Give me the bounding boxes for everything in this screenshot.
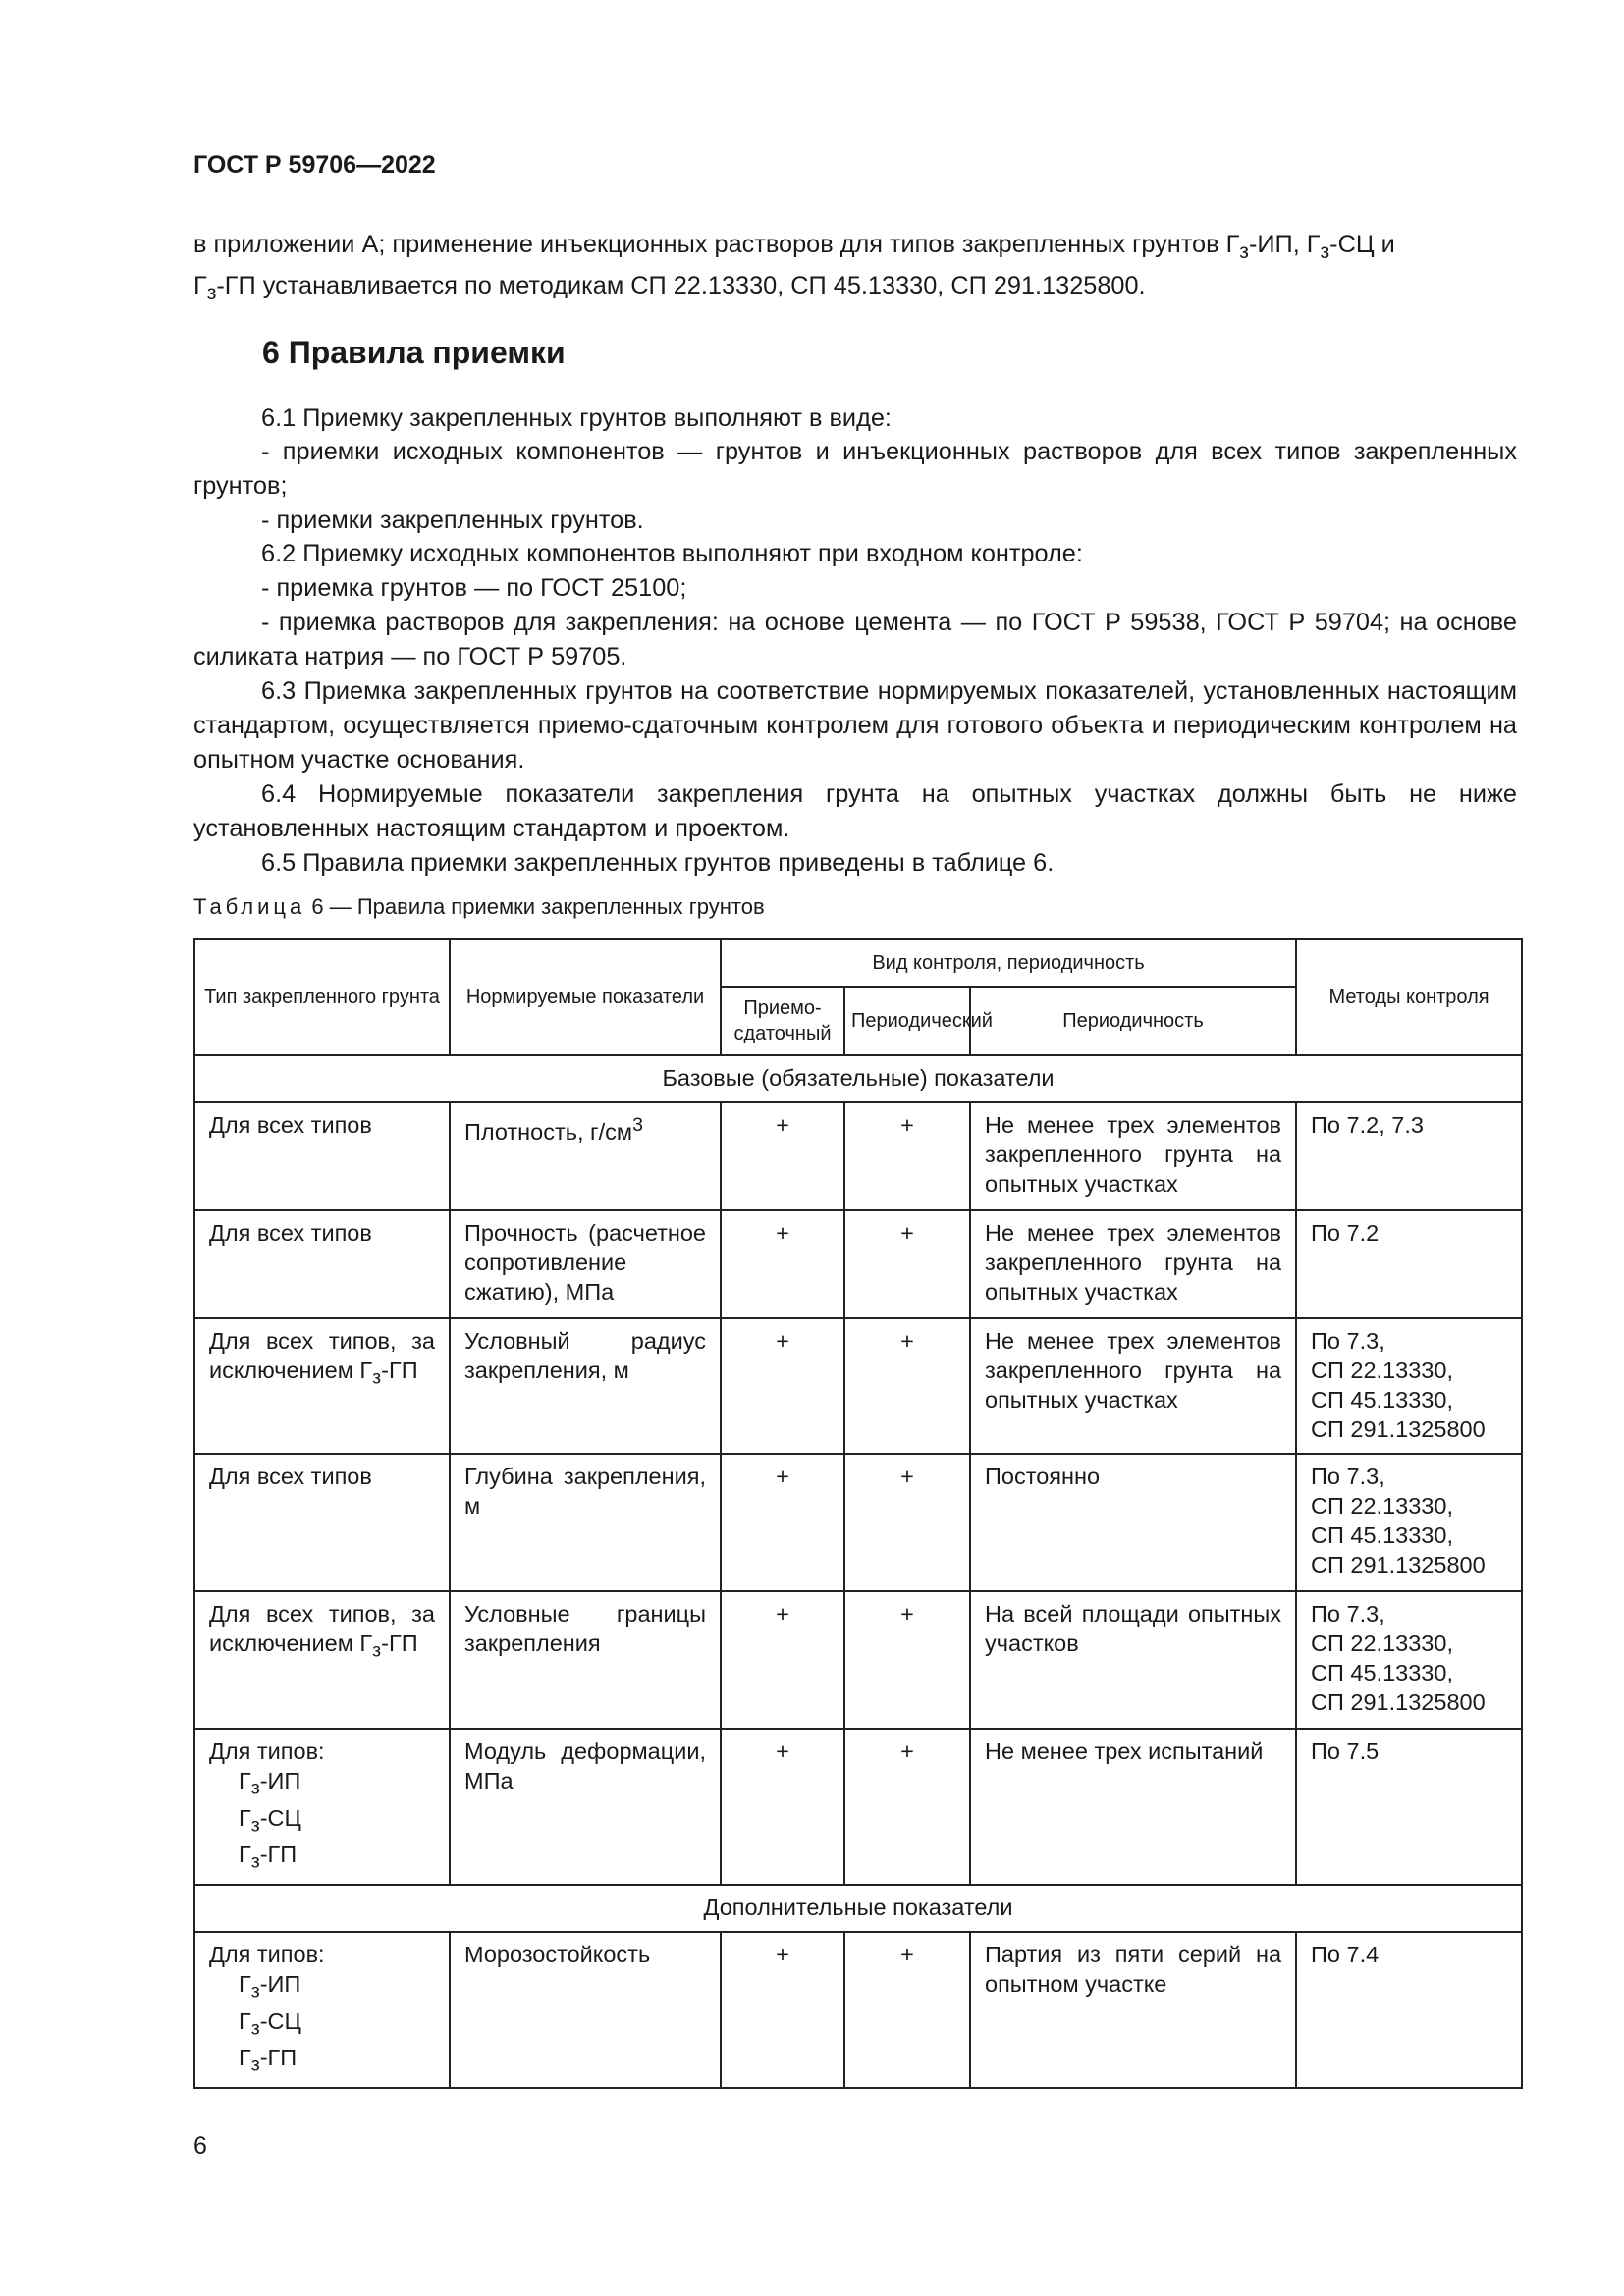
paragraph-6-2-b: - приемка растворов для закрепления: на основе цемента — по ГОСТ Р 59538, ГОСТ Р 59704; на основе силиката натрия — по ГОСТ Р 59705. xyxy=(193,609,1517,670)
paragraph-6-2: 6.2 Приемку исходных компонентов выполняют при входном контроле: xyxy=(261,540,1083,567)
paragraph-6-3: 6.3 Приемка закрепленных грунтов на соответствие нормируемых показателей, установленных настоящим стандартом, осуществляется приемо-сдаточным контролем для готового объекта и периодическим контролем на опытном участке основания. xyxy=(193,677,1517,774)
paragraph-6-1-a: - приемки исходных компонентов — грунтов и инъекционных растворов для всех типов закрепленных грунтов; xyxy=(193,438,1517,500)
header-norm: Нормируемые показатели xyxy=(450,939,721,1055)
section-basic: Базовые (обязательные) показатели xyxy=(194,1055,1522,1102)
header-periodic: Периодический xyxy=(844,987,970,1055)
acceptance-rules-table xyxy=(193,938,1523,2089)
paragraph-6-5: 6.5 Правила приемки закрепленных грунтов приведены в таблице 6. xyxy=(261,849,1055,877)
section-title: 6 Правила приемки xyxy=(262,335,566,370)
header-methods: Методы контроля xyxy=(1296,939,1522,1055)
header-control: Вид контроля, периодичность xyxy=(721,939,1296,987)
table-row: Для типов: $Г_з-ИП$ $Г_з-СЦ$ $Г_з-ГП$ Морозостойкость + + Партия из пяти серий на опытном участке По 7.4 xyxy=(194,1932,1522,2088)
document-header: ГОСТ Р 59706—2022 xyxy=(193,151,436,179)
table-row: Для всех типов Плотность, $г/см^3$ + + Не менее трех элементов закрепленного грунта на опытных участках По 7.2, 7.3 xyxy=(194,1102,1522,1210)
table-caption: Таблица 6 — Правила приемки закрепленных грунтов xyxy=(193,894,765,919)
table-row: Для типов: $Г_з-ИП$ $Г_з-СЦ$ $Г_з-ГП$ Модуль деформации, МПа + + Не менее трех испытаний По 7.5 xyxy=(194,1729,1522,1885)
section-extra: Дополнительные показатели xyxy=(194,1885,1522,1932)
header-periodicity: Периодичность xyxy=(970,987,1296,1055)
page-number: 6 xyxy=(193,2132,207,2160)
table-row: Для всех типов, за исключением $Г_з-ГП$ Условный радиус закрепления, м + + Не менее трех элементов закрепленного грунта на опытных участках По 7.3, СП 22.13330, СП 45.13330, СП 291.1325800 xyxy=(194,1318,1522,1454)
paragraph-6-2-a: - приемка грунтов — по ГОСТ 25100; xyxy=(261,574,687,602)
paragraph-6-4: 6.4 Нормируемые показатели закрепления грунта на опытных участках должны быть не ниже установленных настоящим стандартом и проектом. xyxy=(193,780,1517,842)
header-type: Тип закрепленного грунта xyxy=(194,939,450,1055)
table-row: Для всех типов Глубина закрепления, м + + Постоянно По 7.3, СП 22.13330, СП 45.13330, СП 291.1325800 xyxy=(194,1454,1522,1591)
header-acceptance: Приемо-сдаточный xyxy=(721,987,844,1055)
table-row: Для всех типов, за исключением $Г_з-ГП$ Условные границы закрепления + + На всей площади опытных участков По 7.3, СП 22.13330, СП 45.13330, СП 291.1325800 xyxy=(194,1591,1522,1729)
table-row: Для всех типов Прочность (расчетное сопротивление сжатию), МПа + + Не менее трех элементов закрепленного грунта на опытных участках По 7.2 xyxy=(194,1210,1522,1318)
paragraph-6-1-b: - приемки закрепленных грунтов. xyxy=(261,507,644,534)
paragraph-6-1: 6.1 Приемку закрепленных грунтов выполняют в виде: xyxy=(261,404,892,432)
intro-paragraph: в приложении А; применение инъекционных растворов для типов закрепленных грунтов $Г_з-ИП$, $Г_з-СЦ$ и $Г_з-ГП$ устанавливается по методикам СП 22.13330, СП 45.13330, СП 291.1325800. xyxy=(193,231,1395,305)
